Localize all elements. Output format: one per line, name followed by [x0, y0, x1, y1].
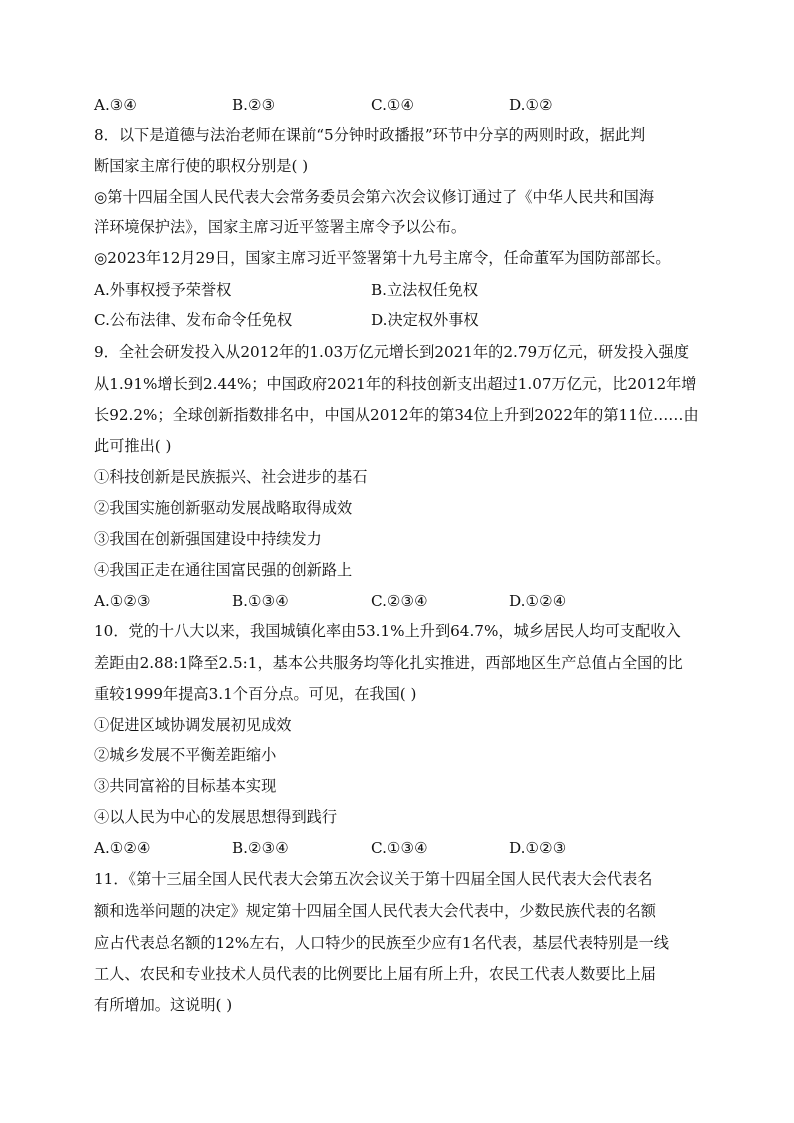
q10-statement: ③共同富裕的目标基本实现: [94, 777, 277, 795]
q10-option-c[interactable]: C.①③④: [371, 839, 428, 857]
q8-material-line: 洋环境保护法》，国家主席习近平签署主席令予以公布。: [94, 218, 467, 236]
q11-stem-line: 工人、农民和专业技术人员代表的比例要比上届有所上升，农民工代表人数要比上届: [94, 965, 656, 983]
q10-stem-line: 差距由2.88:1降至2.5:1，基本公共服务均等化扎实推进，西部地区生产总值占全国的比: [94, 654, 683, 672]
q10-stem-line: 10．党的十八大以来，我国城镇化率由53.1%上升到64.7%，城乡居民人均可支配收入: [94, 622, 681, 640]
q8-stem-line: 8．以下是道德与法治老师在课前“5分钟时政播报”环节中分享的两则时政，据此判: [94, 126, 646, 144]
q9-option-a[interactable]: A.①②③: [94, 592, 151, 610]
q10-option-b[interactable]: B.②③④: [232, 839, 289, 857]
q10-stem-line: 重较1999年提高3.1个百分点。可见，在我国( ): [94, 685, 417, 703]
q9-statement: ③我国在创新强国建设中持续发力: [94, 530, 322, 548]
q8-option-b[interactable]: B.立法权任免权: [371, 281, 479, 299]
q9-option-d[interactable]: D.①②④: [509, 592, 567, 610]
q10-option-a[interactable]: A.①②④: [94, 839, 151, 857]
q9-stem-line: 此可推出( ): [94, 437, 172, 455]
q7-option-b[interactable]: B.②③: [232, 96, 276, 114]
q7-option-d[interactable]: D.①②: [509, 96, 553, 114]
q11-stem-line: 额和选举问题的决定》规定第十四届全国人民代表大会代表中，少数民族代表的名额: [94, 902, 656, 920]
q7-option-c[interactable]: C.①④: [371, 96, 415, 114]
q11-stem-line: 应占代表总名额的12%左右，人口特少的民族至少应有1名代表，基层代表特别是一线: [94, 934, 669, 952]
q9-statement: ②我国实施创新驱动发展战略取得成效: [94, 499, 353, 517]
q7-option-a[interactable]: A.③④: [94, 96, 138, 114]
q8-option-a[interactable]: A.外事权授予荣誉权: [94, 281, 232, 299]
q8-material-line: ◎第十四届全国人民代表大会常务委员会第六次会议修订通过了《中华人民共和国海: [94, 188, 655, 206]
q9-statement: ①科技创新是民族振兴、社会进步的基石: [94, 468, 368, 486]
q11-stem-line: 有所增加。这说明( ): [94, 996, 233, 1014]
q9-option-c[interactable]: C.②③④: [371, 592, 428, 610]
q9-stem-line: 从1.91%增长到2.44%；中国政府2021年的科技创新支出超过1.07万亿元，比2012年增: [94, 375, 697, 393]
q11-stem-line: 11．《第十三届全国人民代表大会第五次会议关于第十四届全国人民代表大会代表名: [94, 870, 653, 888]
q10-statement: ①促进区域协调发展初见成效: [94, 716, 292, 734]
q9-stem-line: 9．全社会研发投入从2012年的1.03万亿元增长到2021年的2.79万亿元，研发投入强度: [94, 343, 690, 361]
q10-statement: ②城乡发展不平衡差距缩小: [94, 746, 277, 764]
q8-option-c[interactable]: C.公布法律、发布命令任免权: [94, 311, 293, 329]
q9-stem-line: 长92.2%；全球创新指数排名中，中国从2012年的第34位上升到2022年的第11位……由: [94, 406, 699, 424]
q10-statement: ④以人民为中心的发展思想得到践行: [94, 808, 337, 826]
q10-option-d[interactable]: D.①②③: [509, 839, 567, 857]
q9-statement: ④我国正走在通往国富民强的创新路上: [94, 561, 353, 579]
q8-stem-line: 断国家主席行使的职权分别是( ): [94, 157, 309, 175]
q8-option-d[interactable]: D.决定权外事权: [371, 311, 479, 329]
q9-option-b[interactable]: B.①③④: [232, 592, 289, 610]
q8-material-line: ◎2023年12月29日，国家主席习近平签署第十九号主席令，任命董军为国防部部长。: [94, 249, 671, 267]
